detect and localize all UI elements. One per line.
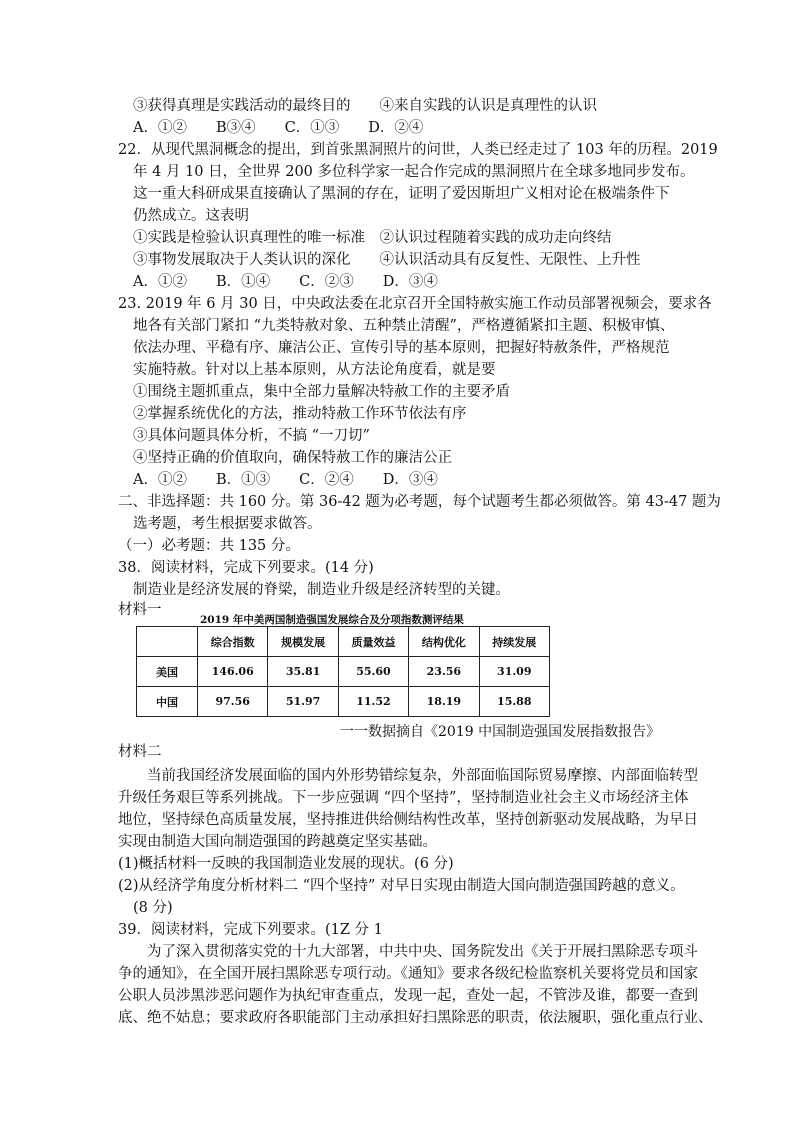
- table-cell: 中国: [137, 687, 198, 717]
- q22-option-3-4: ③事物发展取决于人类认识的深化 ④认识活动具有反复性、无限性、上升性: [133, 252, 641, 268]
- material2-label: 材料二: [118, 744, 162, 760]
- q39-line-4: 底、绝不姑息；要求政府各职能部门主动承担好扫黑除恶的职责，依法履职，强化重点行业、: [118, 1010, 713, 1026]
- option-line-3-4: ③获得真理是实践活动的最终目的 ④来自实践的认识是真理性的认识: [133, 98, 597, 114]
- section2-heading-line-1: 二、非选择题：共 160 分。第 36-42 题为必考题，每个试题考生都必须做答。第 43-47 题为: [118, 494, 721, 510]
- q22-line-4: 仍然成立。这表明: [133, 208, 249, 224]
- q38-heading: 38．阅读材料，完成下列要求。(14 分): [118, 560, 374, 576]
- q23-option-3: ③具体问题具体分析，不搞 “一刀切”: [133, 428, 370, 444]
- table-header-cell: 持续发展: [479, 627, 549, 657]
- q23-answer-choices: A．①② B．①③ C．②④ D．③④: [133, 472, 438, 488]
- q38-subquestion-2-points: (8 分): [133, 900, 173, 916]
- section2-heading-line-2: 选考题，考生根据要求做答。: [133, 516, 322, 532]
- q39-line-2: 争的通知》，在全国开展扫黑除恶专项行动。《通知》要求各级纪检监察机关要将党员和国家: [118, 966, 698, 982]
- q22-line-2: 年 4 月 10 日，全世界 200 多位科学家一起合作完成的黑洞照片在全球多地同步发布。: [133, 164, 695, 180]
- table-cell: 18.19: [409, 687, 479, 717]
- table-header-cell: 质量效益: [338, 627, 408, 657]
- q22-answer-choices: A．①② B．①④ C．②③ D．③④: [133, 274, 438, 290]
- table-header-row: [137, 627, 550, 657]
- q23-line-1: 23. 2019 年 6 月 30 日，中央政法委在北京召开全国特赦实施工作动员部署视频会，要求各: [118, 296, 712, 312]
- material2-line-2: 升级任务艰巨等系列挑战。下一步应强调 “四个坚持”，坚持制造业社会主义市场经济主体: [118, 790, 689, 806]
- q38-subquestion-2: (2)从经济学角度分析材料二 “四个坚持” 对早日实现由制造大国向制造强国跨越的意义。: [118, 878, 685, 894]
- material2-line-4: 实现由制造大国向制造强国的跨越奠定坚实基础。: [118, 834, 437, 850]
- table-header-cell: 综合指数: [198, 627, 268, 657]
- table-cell: 15.88: [479, 687, 549, 717]
- table-row: [137, 687, 550, 717]
- q23-line-3: 依法办理、平稳有序、廉洁公正、宣传引导的基本原则，把握好特赦条件，严格规范: [133, 340, 670, 356]
- q38-intro: 制造业是经济发展的脊梁，制造业升级是经济转型的关键。: [133, 582, 510, 598]
- q23-option-4: ④坚持正确的价值取向，确保特赦工作的廉洁公正: [133, 450, 452, 466]
- q22-option-1-2: ①实践是检验认识真理性的唯一标准 ②认识过程随着实践的成功走向终结: [133, 230, 612, 246]
- q22-line-3: 这一重大科研成果直接确认了黑洞的存在，证明了爱因斯坦广义相对论在极端条件下: [133, 186, 670, 202]
- table-cell: 美国: [137, 657, 198, 687]
- table-cell: 55.60: [338, 657, 408, 687]
- q23-line-4: 实施特赦。针对以上基本原则，从方法论角度看，就是要: [133, 362, 496, 378]
- q39-line-1: 为了深入贯彻落实党的十九大部署，中共中央、国务院发出《关于开展扫黑除恶专项斗: [147, 944, 698, 960]
- table-cell: 35.81: [268, 657, 338, 687]
- table-cell: 97.56: [198, 687, 268, 717]
- table-header-cell: [137, 627, 198, 657]
- q22-line-1: 22．从现代黑洞概念的提出，到首张黑洞照片的问世，人类已经走过了 103 年的历程。2019: [118, 142, 718, 158]
- q23-option-2: ②掌握系统优化的方法，推动特赦工作环节依法有序: [133, 406, 467, 422]
- q39-heading: 39．阅读材料，完成下列要求。(1Z 分 1: [118, 922, 383, 938]
- q23-option-1: ①围绕主题抓重点，集中全部力量解决特赦工作的主要矛盾: [133, 384, 510, 400]
- q39-line-3: 公职人员涉黑涉恶问题作为执纪审查重点，发现一起，查处一起，不管涉及谁，都要一查到: [118, 988, 698, 1004]
- material2-line-3: 地位，坚持绿色高质量发展，坚持推进供给侧结构性改革，坚持创新驱动发展战略，为早日: [118, 812, 698, 828]
- table-header-cell: 结构优化: [409, 627, 479, 657]
- table-cell: 31.09: [479, 657, 549, 687]
- q23-line-2: 地各有关部门紧扣 “九类特赦对象、五种禁止清醒”，严格遵循紧扣主题、积极审慎、: [133, 318, 675, 334]
- table-cell: 23.56: [409, 657, 479, 687]
- table-cell: 51.97: [268, 687, 338, 717]
- index-table: [136, 626, 550, 717]
- table-header-cell: 规模发展: [268, 627, 338, 657]
- table-cell: 146.06: [198, 657, 268, 687]
- table-row: [137, 657, 550, 687]
- material1-label: 材料一: [118, 602, 162, 618]
- table-source: 一一数据摘自《2019 中国制造强国发展指数报告》: [340, 724, 661, 740]
- answer-choices-21: A．①② B③④ C．①③ D．②④: [133, 120, 424, 136]
- table-title: 2019 年中美两国制造强国发展综合及分项指数测评结果: [200, 614, 464, 626]
- q38-subquestion-1: (1)概括材料一反映的我国制造业发展的现状。(6 分): [118, 856, 454, 872]
- required-questions-heading: （一）必考题：共 135 分。: [118, 538, 300, 554]
- table-cell: 11.52: [338, 687, 408, 717]
- material2-line-1: 当前我国经济发展面临的国内外形势错综复杂，外部面临国际贸易摩擦、内部面临转型: [147, 768, 698, 784]
